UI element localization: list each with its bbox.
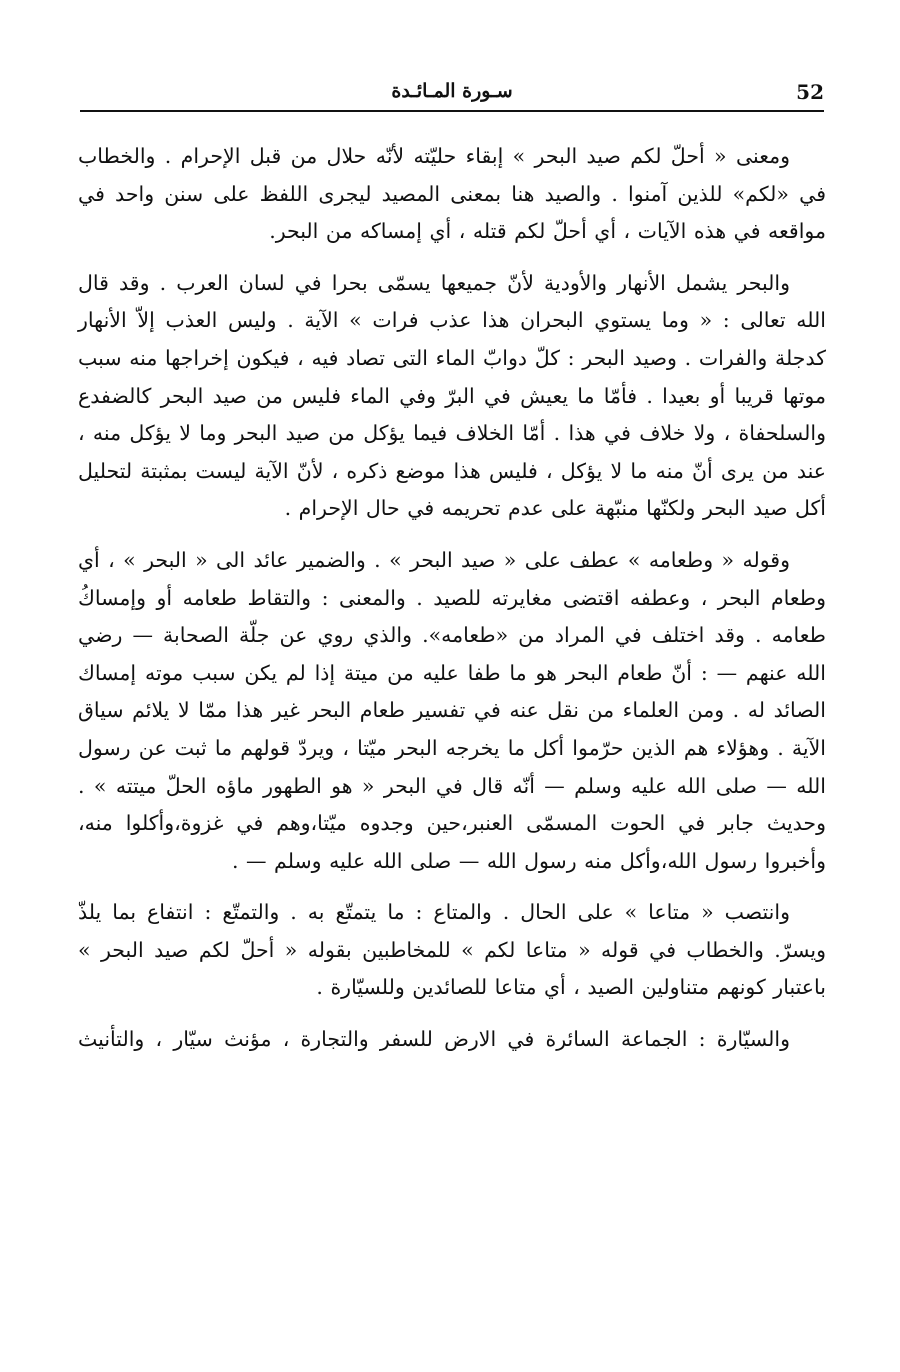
running-header bbox=[80, 78, 824, 112]
header-rule bbox=[80, 110, 824, 112]
page-number: 52 bbox=[796, 80, 824, 104]
surah-title: سـورة المـائـدة bbox=[391, 80, 513, 102]
body-text bbox=[78, 138, 826, 1059]
paragraph-meaning-of-halal: ومعنى « أحلّ لكم صيد البحر » إبقاء حليّته لأنّه حلال من قبل الإحرام . والخطاب في «لكم» للذين آمنوا . والصيد هنا بمعنى المصيد ليجرى اللفظ على سنن واحد في مواقعه في هذه الآيات ، أي أحلّ لكم قتله ، أي إمساكه من البحر. bbox=[78, 144, 826, 244]
paragraph-sea-definition: والبحر يشمل الأنهار والأودية لأنّ جميعها يسمّى بحرا في لسان العرب . وقد قال الله تعالى : « وما يستوي البحران هذا عذب فرات » الآية . وليس العذب إلاّ الأنهار كدجلة والفرات . وصيد البحر : كلّ دوابّ الماء التى تصاد فيه ، فيكون إخراجها منه سبب موتها قريبا أو بعيدا . فأمّا ما يعيش في البرّ وفي الماء فليس من صيد البحر كالضفدع والسلحفاة ، ولا خلاف في هذا . أمّا الخلاف فيما يؤكل من صيد البحر وما لا يؤكل منه ، عند من يرى أنّ منه ما لا يؤكل ، فليس هذا موضع ذكره ، لأنّ الآية ليست بمثبتة لتحليل أكل صيد البحر ولكنّها منبّهة على عدم تحريمه في حال الإحرام . bbox=[78, 270, 826, 521]
paragraph-food-of-sea: وقوله « وطعامه » عطف على « صيد البحر » . والضمير عائد الى « البحر » ، أي وطعام البحر ، وعطفه اقتضى مغايرته للصيد . والمعنى : والتقاط طعامه أو وإمساكُ طعامه . وقد اختلف في المراد من «طعامه». والذي روي عن جلّة الصحابة — رضي الله عنهم — : أنّ طعام البحر هو ما طفا عليه من ميتة إذا لم يكن سبب موته إمساك الصائد له . ومن العلماء من نقل عنه في تفسير طعام البحر غير هذا ممّا لا يلائم سياق الآية . وهؤلاء هم الذين حرّموا أكل ما يخرجه البحر ميّتا ، ويردّ قولهم ما ثبت عن رسول الله — صلى الله عليه وسلم — أنّه قال في البحر « هو الطهور ماؤه الحلّ ميتته » . وحديث جابر في الحوت المسمّى العنبر،حين وجدوه ميّتا،وهم في غزوة،وأكلوا منه، وأخبروا رسول الله،وأكل منه رسول الله — صلى الله عليه وسلم — . bbox=[78, 547, 826, 873]
paragraph-provision: وانتصب « متاعا » على الحال . والمتاع : ما يتمتّع به . والتمتّع : انتفاع بما يلذّ ويسرّ. والخطاب في قوله « متاعا لكم » للمخاطبين بقوله « أحلّ لكم صيد البحر » باعتبار كونهم متناولين الصيد ، أي متاعا للصائدين وللسيّارة . bbox=[78, 900, 826, 1000]
paragraph-travelers: والسيّارة : الجماعة السائرة في الارض للسفر والتجارة ، مؤنث سيّار ، والتأنيث bbox=[78, 1027, 790, 1052]
